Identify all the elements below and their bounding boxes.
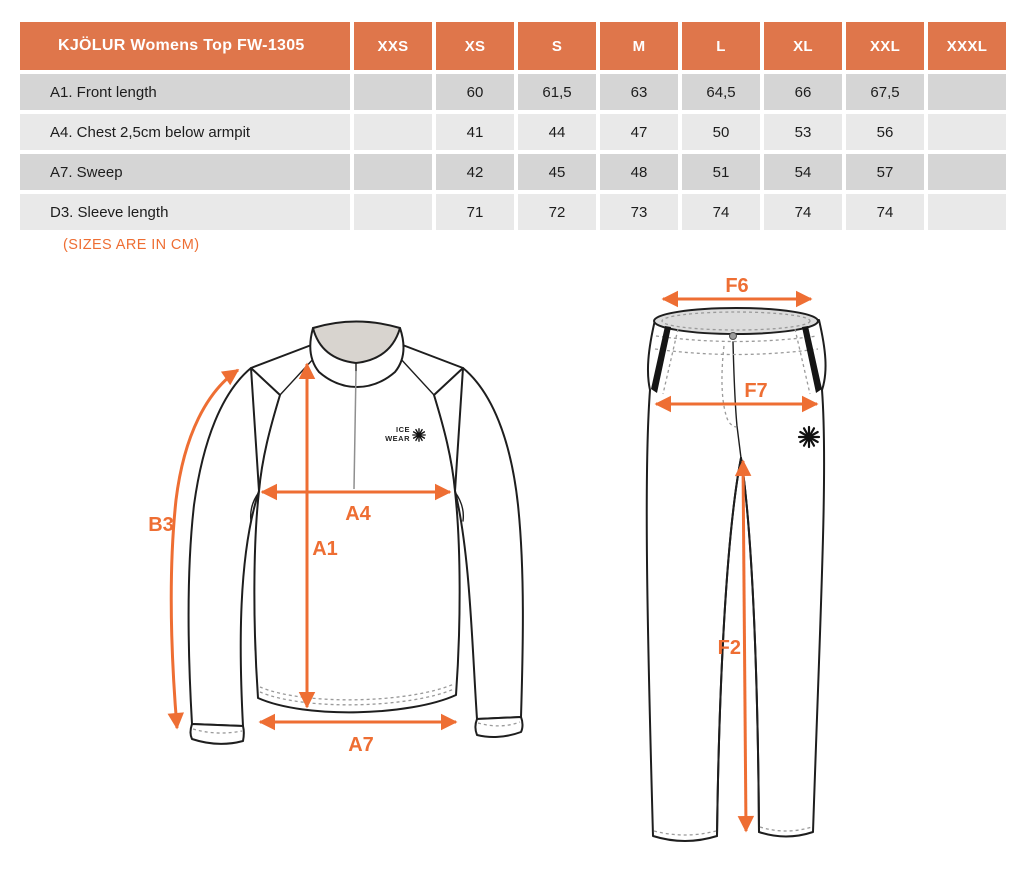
arrow-f2 (743, 461, 746, 831)
measure-label-a7: A7 (348, 734, 374, 756)
left-sleeve (189, 368, 260, 726)
right-cuff (476, 717, 523, 737)
size-value-cell: 54 (764, 154, 842, 190)
size-value-cell: 45 (518, 154, 596, 190)
size-value-cell: 44 (518, 114, 596, 150)
measure-label-f6: F6 (725, 275, 749, 297)
measure-label-a1: A1 (312, 538, 338, 560)
size-value-cell: 64,5 (682, 74, 760, 110)
size-value-cell (354, 114, 432, 150)
waist-button (730, 333, 737, 340)
size-value-cell (354, 194, 432, 230)
measure-label-f2: F2 (717, 637, 741, 659)
size-value-cell: 61,5 (518, 74, 596, 110)
size-value-cell (928, 154, 1006, 190)
size-value-cell (928, 114, 1006, 150)
size-value-cell: 50 (682, 114, 760, 150)
size-value-cell: 47 (600, 114, 678, 150)
size-value-cell: 57 (846, 154, 924, 190)
size-column-header: XS (436, 22, 514, 70)
size-column-header: XXS (354, 22, 432, 70)
measurement-row-label: A7. Sweep (20, 154, 350, 190)
pants-garment-diagram (615, 268, 885, 868)
body-panel (251, 344, 463, 712)
measurement-row-label: A4. Chest 2,5cm below armpit (20, 114, 350, 150)
sizes-unit-note: (SIZES ARE IN CM) (63, 237, 200, 253)
size-value-cell (354, 74, 432, 110)
size-value-cell: 60 (436, 74, 514, 110)
waist-opening (654, 308, 818, 334)
size-column-header: L (682, 22, 760, 70)
collar (310, 322, 403, 388)
size-value-cell: 71 (436, 194, 514, 230)
size-value-cell: 74 (846, 194, 924, 230)
size-value-cell: 42 (436, 154, 514, 190)
measure-label-f7: F7 (744, 380, 768, 402)
size-value-cell (928, 74, 1006, 110)
size-value-cell (928, 194, 1006, 230)
measure-label-b3: B3 (148, 514, 174, 536)
size-value-cell: 41 (436, 114, 514, 150)
size-value-cell: 67,5 (846, 74, 924, 110)
measurement-row-label: D3. Sleeve length (20, 194, 350, 230)
right-sleeve (455, 368, 523, 719)
table-title: KJÖLUR Womens Top FW-1305 (20, 22, 350, 70)
size-value-cell: 51 (682, 154, 760, 190)
size-column-header: XL (764, 22, 842, 70)
measurement-row-label: A1. Front length (20, 74, 350, 110)
size-value-cell: 66 (764, 74, 842, 110)
pants-body (647, 320, 826, 841)
size-column-header: XXXL (928, 22, 1006, 70)
size-table (20, 22, 1006, 230)
size-value-cell: 48 (600, 154, 678, 190)
measure-label-a4: A4 (345, 503, 371, 525)
size-value-cell: 73 (600, 194, 678, 230)
logo-text-line2: WEAR (385, 434, 410, 443)
size-value-cell: 63 (600, 74, 678, 110)
size-column-header: XXL (846, 22, 924, 70)
size-value-cell: 72 (518, 194, 596, 230)
size-value-cell: 56 (846, 114, 924, 150)
size-value-cell (354, 154, 432, 190)
size-value-cell: 53 (764, 114, 842, 150)
size-column-header: M (600, 22, 678, 70)
top-garment-diagram (125, 280, 585, 785)
left-cuff (191, 724, 244, 744)
size-value-cell: 74 (682, 194, 760, 230)
size-value-cell: 74 (764, 194, 842, 230)
size-column-header: S (518, 22, 596, 70)
logo-text-line1: ICE (395, 425, 410, 434)
pants-outline (647, 320, 826, 841)
